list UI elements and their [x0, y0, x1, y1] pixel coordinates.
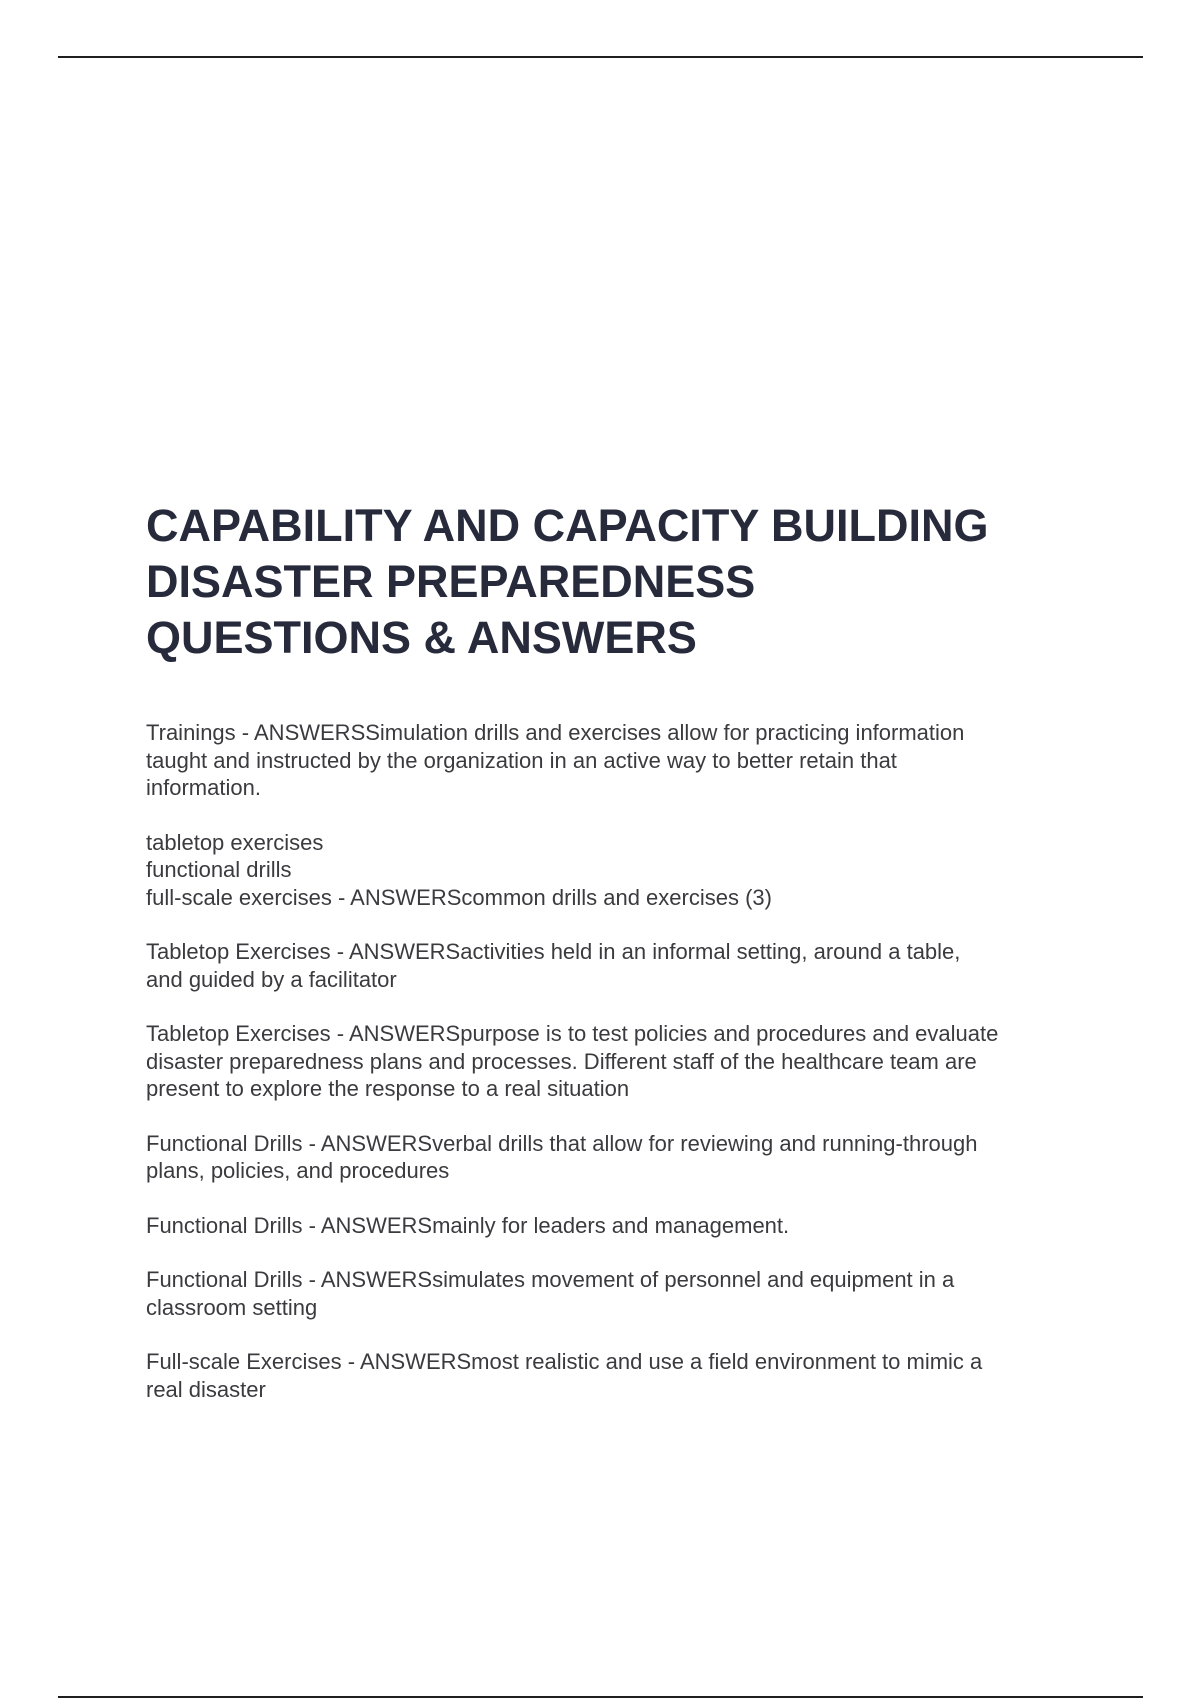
qa-entry [146, 829, 1101, 912]
qa-entry [146, 719, 1101, 802]
qa-entry [146, 1266, 1101, 1321]
entry-line: functional drills [146, 857, 292, 882]
qa-entry [146, 1130, 1101, 1185]
entry-line: Functional Drills - ANSWERSmainly for leaders and management. [146, 1212, 790, 1238]
title-line: CAPABILITY AND CAPACITY BUILDING [146, 500, 989, 551]
entry-line: Tabletop Exercises - ANSWERSactivities held in an informal setting, around a table, [146, 939, 961, 964]
qa-entries [146, 719, 1101, 1430]
top-rule [58, 56, 1143, 58]
entry-line: disaster preparedness plans and processes. Different staff of the healthcare team are [146, 1048, 977, 1074]
entry-line: present to explore the response to a real situation [146, 1076, 630, 1101]
entry-line: information. [146, 775, 261, 800]
entry-line: and guided by a facilitator [146, 966, 397, 992]
entry-line: plans, policies, and procedures [146, 1158, 450, 1183]
entry-line: Tabletop Exercises - ANSWERSpurpose is to test policies and procedures and evaluate [146, 1021, 999, 1046]
entry-line: classroom setting [146, 1294, 318, 1320]
entry-line: full-scale exercises - ANSWERScommon drills and exercises (3) [146, 884, 772, 910]
entry-line: Full-scale Exercises - ANSWERSmost realistic and use a field environment to mimic a [146, 1349, 983, 1374]
entry-line: tabletop exercises [146, 829, 324, 855]
entry-line: Functional Drills - ANSWERSsimulates movement of personnel and equipment in a [146, 1267, 955, 1292]
title-line: DISASTER PREPAREDNESS [146, 556, 756, 607]
qa-entry [146, 1020, 1101, 1103]
entry-line: taught and instructed by the organization in an active way to better retain that [146, 747, 897, 773]
document-title [146, 498, 1106, 666]
title-line: QUESTIONS & ANSWERS [146, 612, 697, 663]
entry-line: real disaster [146, 1376, 266, 1402]
bottom-rule [58, 1696, 1143, 1698]
qa-entry [146, 1348, 1101, 1403]
qa-entry [146, 1212, 1101, 1240]
entry-line: Trainings - ANSWERSSimulation drills and exercises allow for practicing information [146, 720, 965, 745]
qa-entry [146, 938, 1101, 993]
entry-line: Functional Drills - ANSWERSverbal drills that allow for reviewing and running-through [146, 1130, 978, 1156]
